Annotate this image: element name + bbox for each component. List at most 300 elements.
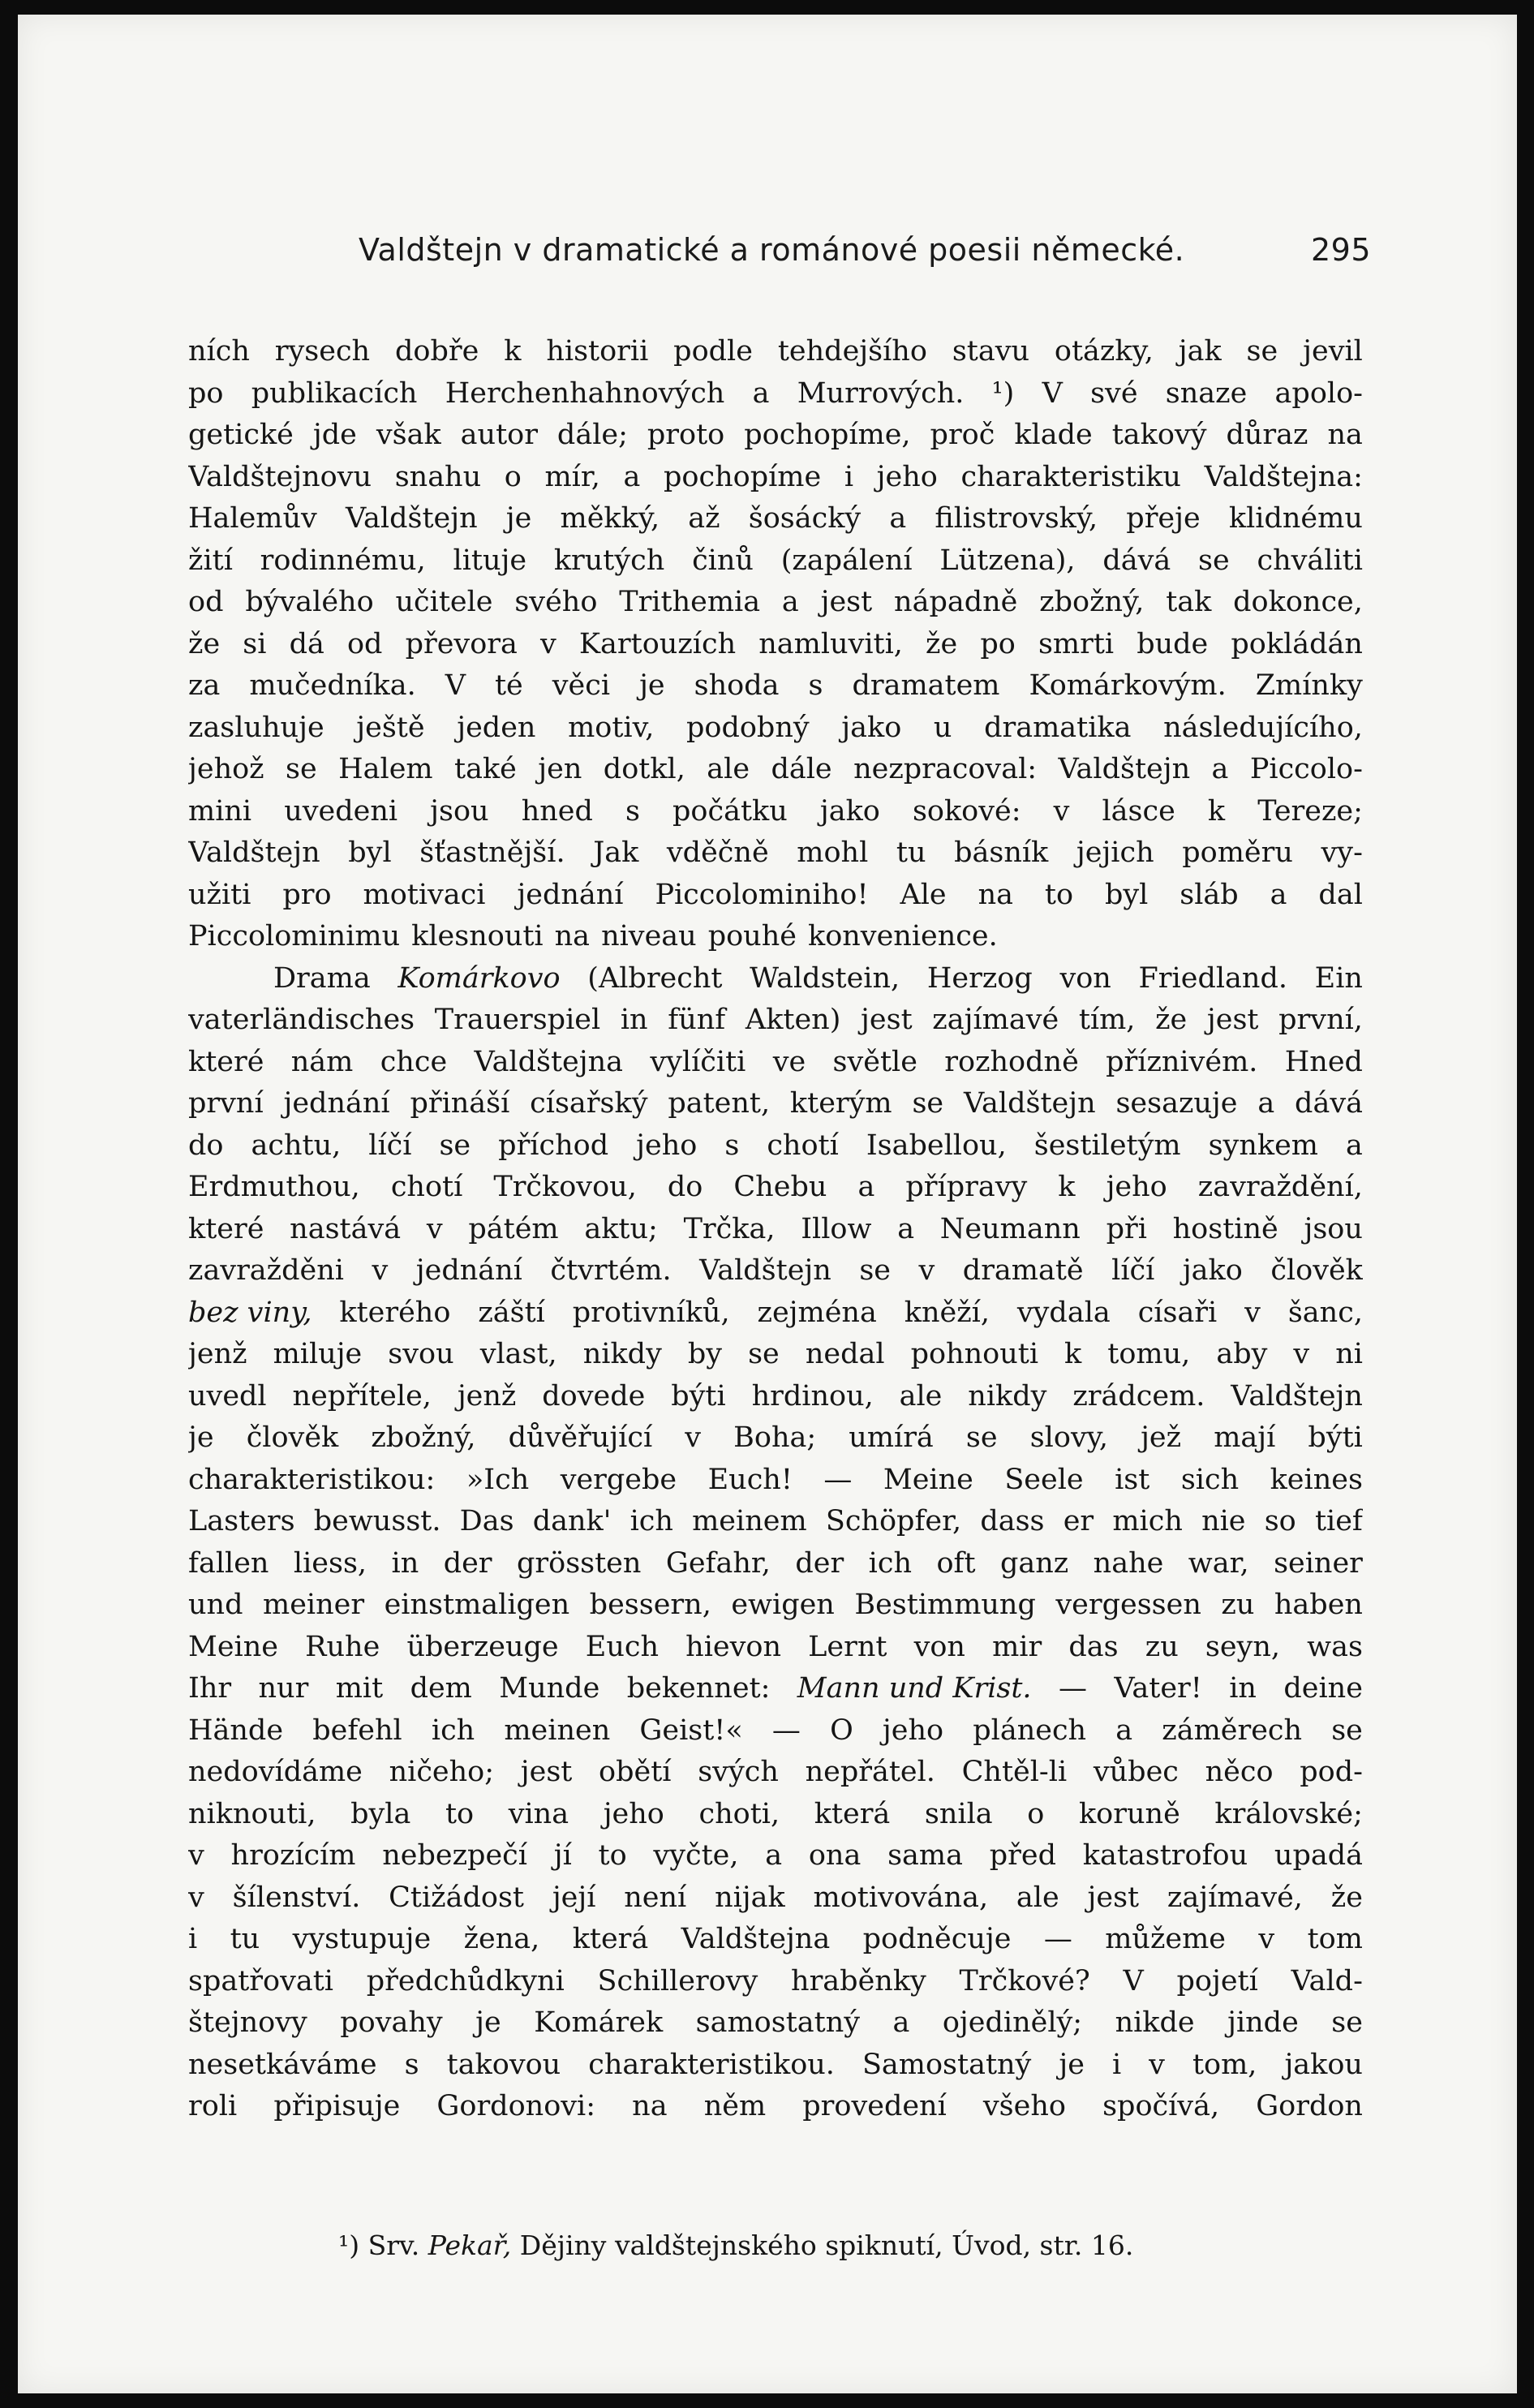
word: ničeho; [389,1756,495,1788]
word: hrdinou, [751,1379,874,1413]
word: publikacích [251,376,418,410]
word: dramatem [852,669,1000,702]
word: podobný [685,711,810,744]
word: a [1346,1129,1363,1162]
word: Valdštejn [188,836,320,869]
word: Lützena), [939,544,1076,577]
word: klade [1014,419,1093,451]
word: V [1042,376,1063,410]
word: hievon [685,1630,781,1663]
word: vyčte, [653,1839,739,1872]
text-line [188,916,1363,958]
word: ještě [356,711,425,744]
word: zrádcem. [1072,1379,1205,1413]
word: pouhé [707,920,797,952]
text-line [188,1627,1363,1669]
word: koruně [1078,1797,1180,1830]
text-line [188,1877,1363,1920]
word: Valdštejna: [1204,460,1363,493]
word: užiti [188,878,251,911]
word: na [632,2090,668,2122]
word: něm [703,2090,767,2122]
word: počátku [672,794,788,828]
word: do [188,1129,224,1162]
word: je [639,669,665,702]
word: která [572,1923,649,1955]
word: jako [819,794,880,828]
word: befehl [312,1714,402,1747]
text-line [188,665,1363,707]
word: jednání [415,1254,522,1287]
word: a [892,2006,910,2039]
word: jest [1206,1004,1259,1036]
word: miluje [273,1338,363,1370]
word: jakou [1284,2048,1363,2081]
word: Piccolo- [1249,753,1363,785]
word: se [439,1129,471,1162]
word: charakteristiku [960,460,1181,493]
word: se [1198,544,1230,577]
word: niknouti, [188,1797,316,1830]
word: pátém [468,1212,559,1245]
word: a [623,460,641,493]
word: pod- [1300,1756,1363,1788]
text-line [188,1292,1363,1335]
word: vlast, [479,1338,557,1370]
word: záměrech [1162,1714,1303,1747]
word: (zapálení [780,544,913,577]
word: převora [405,627,518,660]
word: od [346,627,383,660]
word: zejména [757,1296,877,1329]
text-line [188,415,1363,457]
word: první [188,1087,264,1120]
word: mají [1214,1421,1276,1454]
word: bude [1137,627,1209,660]
footnote-text-after: Dějiny valdštejnského spiknutí, Úvod, str. 16. [519,2230,1134,2261]
word: apolo- [1274,376,1363,410]
word: své [1090,376,1138,410]
word: dotkl, [603,753,685,785]
word: in [391,1546,419,1580]
word: ve [772,1045,806,1078]
word: je [188,1421,214,1454]
word: Vald- [1291,1964,1363,1997]
word: autor [460,419,538,451]
word: einstmaligen [384,1589,570,1621]
word: konvenience. [807,920,998,952]
word: by [687,1338,723,1370]
word: a [752,376,770,410]
word: jež [1141,1421,1182,1454]
word: byl [348,836,392,869]
word: kterého [339,1296,451,1329]
word: V [1123,1964,1144,1997]
word: nikdy [968,1379,1047,1413]
word: v [685,1421,702,1454]
word: v [1053,794,1070,828]
word: dále [771,753,832,785]
word: meinem [692,1505,807,1537]
word: básník [954,836,1049,869]
word: v [1293,1338,1310,1370]
word: Zmínky [1255,669,1363,702]
word: dá [289,627,324,660]
word: poměru [1182,836,1293,869]
word: ich [431,1714,475,1747]
word: vděčně [666,836,769,869]
word: ich [629,1505,673,1537]
word: Ein [1314,961,1363,995]
word: katastrofou [1082,1839,1248,1872]
word: nepřítele, [292,1379,432,1413]
word: připisuje [273,2090,401,2122]
word: že [1155,1004,1188,1036]
word: nikde [1115,2006,1195,2039]
word: Ihr [188,1672,232,1705]
word: sokové: [912,794,1021,828]
text-line [188,1250,1363,1292]
word: že [1330,1881,1363,1914]
word: Mann und Krist. [797,1672,1032,1705]
word: není [624,1881,687,1914]
word: před [989,1839,1056,1872]
word: které [188,1212,264,1245]
word: historii [546,335,649,368]
word: nebezpečí [382,1839,527,1872]
word: jsou [430,794,489,828]
word: Gordon [1256,2090,1363,2122]
word: Trčkovou, [493,1171,637,1203]
text-line [188,749,1363,791]
word: von [1059,961,1111,995]
word: zbožný, [1039,586,1145,618]
word: »Ich [466,1463,530,1496]
word: tu [230,1923,260,1955]
word: v [540,627,556,660]
word: dobře [395,335,479,368]
text-line [188,832,1363,875]
word: která [814,1797,891,1830]
word: das [1068,1630,1119,1663]
word: pochopíme, [744,419,911,451]
word: na [554,920,591,952]
word: jest [1087,1881,1140,1914]
word: nezpracoval: [853,753,1038,785]
word: dal [1318,878,1363,911]
word: na [1327,419,1363,451]
word: keines [1270,1463,1363,1496]
word: a [1270,878,1287,911]
word: přináší [410,1087,510,1120]
word: Lernt [808,1630,887,1663]
word: — [1043,1923,1072,1955]
word: pro [282,878,332,911]
word: aby [1216,1338,1268,1370]
word: dovede [542,1379,646,1413]
word: býti [671,1379,726,1413]
word: hraběnky [791,1964,926,1997]
word: jde [312,419,357,451]
word: — [771,1714,801,1747]
text-line [188,2045,1363,2087]
word: císaři [1137,1296,1218,1329]
word: mír, [544,460,600,493]
word: Ruhe [305,1630,380,1663]
text-line [188,875,1363,917]
word: war, [1188,1546,1249,1580]
word: jeho [882,1714,944,1747]
word: královské; [1214,1797,1363,1830]
word: Trčkové? [959,1964,1090,1997]
word: pokládán [1231,627,1363,660]
word: dem [410,1672,472,1705]
word: provedení [802,2090,947,2122]
word: všeho [982,2090,1066,2122]
word: k [1064,1338,1082,1370]
word: jejich [1076,836,1154,869]
word: v [1244,1296,1261,1329]
word: učitele [395,586,493,618]
footnote-author: Pekař, [428,2230,512,2261]
text-line [188,2002,1363,2045]
word: O [830,1714,853,1747]
word: Bestimmung [854,1589,1036,1621]
word: které [188,1045,264,1078]
word: jest [820,586,873,618]
word: Geist!« [639,1714,743,1747]
word: von [913,1630,965,1663]
word: Herchenhahnových [445,376,725,410]
word: člověk [246,1421,339,1454]
word: sláb [1180,878,1239,911]
word: Schöpfer, [825,1505,962,1537]
word: ona [808,1839,862,1872]
text-line [188,624,1363,666]
word: Schillerovy [597,1964,758,1997]
word: Valdštejn [699,1254,831,1287]
text-line [188,1919,1363,1961]
word: bez viny, [188,1296,312,1329]
word: klesnouti [411,920,544,952]
word: Valdštejna [474,1045,624,1078]
word: jest [520,1756,573,1788]
word: nahe [1093,1546,1164,1580]
word: té [494,669,523,702]
word: s [625,794,640,828]
word: nastává [290,1212,402,1245]
word: něco [1205,1756,1274,1788]
text-line [188,1543,1363,1585]
word: člověk [1270,1254,1363,1287]
text-line [188,1000,1363,1042]
text-line [188,1125,1363,1167]
body-text [188,331,1363,2128]
word: was [1307,1630,1363,1663]
word: přeje [1126,502,1201,535]
word: obětí [599,1756,672,1788]
word: chce [380,1045,448,1078]
word: nápadně [894,586,1018,618]
word: je [475,2006,501,2039]
word: Illow [801,1212,872,1245]
word: snahu [394,460,482,493]
word: se [1331,1714,1363,1747]
word: spatřovati [188,1964,333,1997]
word: ních [188,335,250,368]
word: Komárkovo [397,961,561,995]
word: ist [1115,1463,1150,1496]
word: nijak [715,1881,785,1914]
word: jednání [283,1087,390,1120]
word: u [933,711,952,744]
word: Chebu [733,1171,827,1203]
word: mir [992,1630,1042,1663]
word: chotí [390,1171,463,1203]
word: tief [1314,1505,1363,1537]
word: tom, [1192,2048,1257,2081]
word: kterým [789,1087,892,1120]
word: měkký, [560,502,660,535]
word: svých [698,1756,779,1788]
word: umírá [849,1421,934,1454]
word: činů [692,544,754,577]
word: Vater! [1114,1672,1202,1705]
word: při [1106,1212,1147,1245]
word: povahy [340,2006,443,2039]
text-line [188,1042,1363,1084]
word: Piccolominimu [188,920,401,952]
word: snaze [1165,376,1248,410]
text-line [188,2086,1363,2128]
word: vergebe [560,1463,677,1496]
word: císařský [530,1087,648,1120]
text-line [188,1083,1363,1125]
word: spočívá, [1102,2090,1220,2122]
word: tak [1166,586,1212,618]
word: chváliti [1257,544,1363,577]
word: a [889,502,907,535]
word: bewusst. [313,1505,441,1537]
word: důvěřující [508,1421,653,1454]
word: býti [1308,1421,1363,1454]
word: zavraždění, [1197,1171,1363,1203]
word: šanc, [1287,1296,1363,1329]
word: ni [1335,1338,1363,1370]
word: nedovídáme [188,1756,363,1788]
word: Isabellou, [866,1129,1007,1162]
word: v [372,1254,389,1287]
word: Trčka, [683,1212,776,1245]
word: Valdštejn [345,502,478,535]
word: pochopíme [664,460,822,493]
word: deine [1283,1672,1363,1705]
word: se [1246,335,1278,368]
word: Ctižádost [389,1881,524,1914]
word: aktu; [584,1212,658,1245]
word: fallen [188,1546,269,1580]
word: dokonce, [1233,586,1363,618]
word: v [1149,2048,1165,2081]
word: Meine [883,1463,973,1496]
word: zajímavé [932,1004,1059,1036]
word: si [243,627,267,660]
word: a [781,586,799,618]
word: takovou [446,2048,561,2081]
word: tomu, [1107,1338,1191,1370]
word: plánech [973,1714,1087,1747]
word: první, [1278,1004,1363,1036]
word: jeho [876,460,938,493]
word: namluviti, [758,627,903,660]
word: šestiletým [1033,1129,1181,1162]
word: se [859,1254,892,1287]
word: mini [188,794,252,828]
word: dank' [532,1505,612,1537]
word: to [598,1839,627,1872]
word: nám [290,1045,354,1078]
word: Meine [188,1630,278,1663]
word: Lasters [188,1505,295,1537]
word: bekennet: [626,1672,771,1705]
word: ale [899,1379,943,1413]
word: krutých [553,544,665,577]
footnote [338,2230,1133,2261]
word: jsou [1304,1212,1363,1245]
text-line [188,1209,1363,1251]
word: slovy, [1029,1421,1108,1454]
word: ale [1016,1881,1059,1914]
word: fünf [668,1004,726,1036]
word: so [1264,1505,1296,1537]
word: žití [188,544,233,577]
footnote-marker: ¹) [338,2230,360,2261]
word: tím, [1078,1004,1136,1036]
word: k [1058,1171,1076,1203]
word: v [188,1839,204,1872]
word: je [1059,2048,1085,2081]
word: nesetkáváme [188,2048,377,2081]
text-line [188,1376,1363,1418]
text-line [188,1835,1363,1877]
word: tu [896,836,926,869]
word: a [1115,1714,1133,1747]
word: za [188,669,221,702]
word: seiner [1274,1546,1363,1580]
word: s [404,2048,419,2081]
word: roli [188,2090,238,2122]
word: šílenství. [232,1881,361,1914]
word: Halemův [188,502,317,535]
word: šťastnější. [419,836,565,869]
word: vůbec [1093,1756,1179,1788]
word: předchůdkyni [366,1964,565,1997]
word: to [1044,878,1074,911]
word: nie [1201,1505,1246,1537]
word: ich [868,1546,912,1580]
word: v [1258,1923,1275,1955]
word: und [188,1589,243,1621]
text-line [188,707,1363,750]
word: čtvrtém. [550,1254,672,1287]
word: Euch [585,1630,660,1663]
word: Chtěl-li [961,1756,1068,1788]
word: Ale [900,878,947,911]
word: kněží, [904,1296,990,1329]
word: pohnouti [910,1338,1039,1370]
word: vergessen [1055,1589,1201,1621]
word: líčí [368,1129,412,1162]
